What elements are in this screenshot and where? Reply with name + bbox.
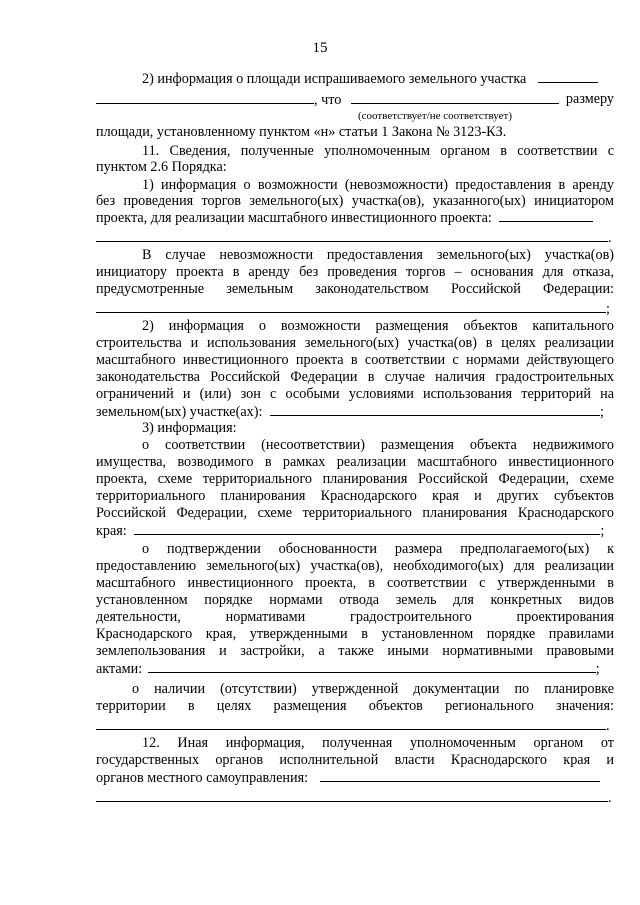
text-line: площади, установленному пунктом «н» статьи 1 Закона № 3123-КЗ. <box>96 124 507 140</box>
text-line: 2) информация о возможности размещения объектов капитального <box>142 318 614 334</box>
text-line: Российской Федерации, схеме территориального планирования Краснодарского <box>96 505 614 521</box>
text-line: . <box>96 229 614 245</box>
text-line: масштабного инвестиционного проекта, в соответствии с утвержденными в <box>96 575 614 591</box>
text-line: 12. Иная информация, полученная уполномоченным органом от <box>142 735 614 751</box>
text-line: 3) информация: <box>142 420 237 436</box>
text-line: пунктом 2.6 Порядка: <box>96 159 227 175</box>
text-line: установленном порядке нормами отвода земель для конкретных видов <box>96 592 614 608</box>
text-line: , что размеру <box>96 91 614 107</box>
fill-blank <box>96 717 606 730</box>
text-line: имущества, возводимого в рамках реализации масштабного инвестиционного <box>96 454 614 470</box>
text-line: . <box>96 717 614 733</box>
text-line: землепользования и застройки, а также иными нормативными правовыми <box>96 643 614 659</box>
fill-blank <box>134 522 600 535</box>
fill-blank <box>538 70 598 83</box>
text-line: органов местного самоуправления: <box>96 769 614 785</box>
text-line: . <box>96 789 614 805</box>
text-line: о подтверждении обоснованности размера предполагаемого(ых) к <box>142 541 614 557</box>
text-line: территории в целях размещения объектов регионального значения: <box>96 698 614 714</box>
fill-blank <box>96 300 606 313</box>
page-number: 15 <box>312 40 328 56</box>
fill-blank <box>96 229 608 242</box>
text-line: деятельности, нормативами градостроительного проектирования <box>96 609 614 625</box>
fill-blank <box>148 660 596 673</box>
text-line: 2) информация о площади испрашиваемого земельного участка <box>96 70 614 86</box>
text-line: территориального планирования Краснодарского края и других субъектов <box>96 488 614 504</box>
text-line: масштабного инвестиционного проекта в соответствии с нормами действующего <box>96 352 614 368</box>
fill-blank <box>499 209 593 222</box>
text-line: о наличии (отсутствии) утвержденной документации по планировке <box>132 681 614 697</box>
text-line: В случае невозможности предоставления земельного(ых) участка(ов) <box>142 247 614 263</box>
text-line: законодательства Российской Федерации в случае наличия градостроительных <box>96 369 614 385</box>
text-line: 11. Сведения, полученные уполномоченным органом в соответствии с <box>142 143 614 159</box>
text-line: ограничений и (или) зон с особыми условиями использования территорий на <box>96 386 614 402</box>
fill-blank <box>351 91 559 104</box>
text-line: строительства и использования земельного(ых) участка(ов) в целях реализации <box>96 335 614 351</box>
text-line: проекта, для реализации масштабного инвестиционного проекта: <box>96 209 614 225</box>
text-line: предусмотренные земельным законодательством Российской Федерации: <box>96 281 614 297</box>
text-line: предоставлению земельного(ых) участка(ов), необходимого(ых) для реализации <box>96 558 614 574</box>
text-line: без проведения торгов земельного(ых) участка(ов), указанного(ых) инициатором <box>96 193 614 209</box>
text-line: края: ; <box>96 523 605 539</box>
text-line: земельном(ых) участке(ах): ; <box>96 404 604 420</box>
fill-blank <box>96 91 314 104</box>
text-line: проекта, схеме территориального планирования Российской Федерации, схеме <box>96 471 614 487</box>
fill-blank <box>96 789 608 802</box>
fill-blank <box>320 769 600 782</box>
text-line: инициатору проекта в аренду без проведения торгов – основания для отказа, <box>96 264 614 280</box>
text-line: о соответствии (несоответствии) размещения объекта недвижимого <box>142 437 614 453</box>
text-line: ; <box>96 300 614 316</box>
text-line: государственных органов исполнительной власти Краснодарского края и <box>96 752 614 768</box>
text-line: 1) информация о возможности (невозможности) предоставления в аренду <box>142 177 614 193</box>
text-line: Краснодарского края, утвержденными в установленном порядке правилами <box>96 626 614 642</box>
fill-blank <box>270 403 600 416</box>
field-hint: (соответствует/не соответствует) <box>358 110 512 122</box>
text-line: актами: ; <box>96 661 600 677</box>
